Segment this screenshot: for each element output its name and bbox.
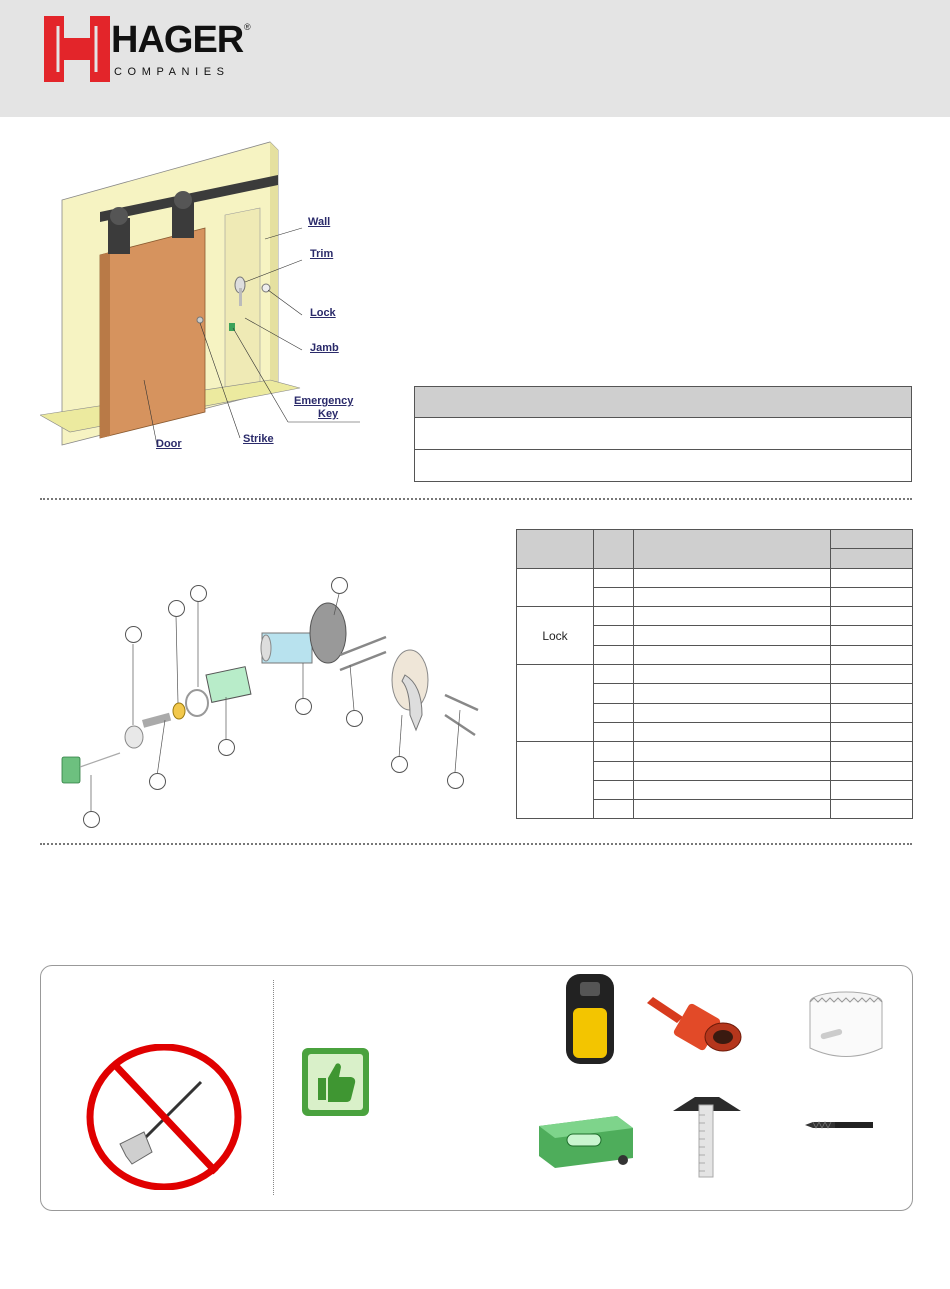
label-emergency-key-2: Key — [318, 408, 339, 420]
parts-group-cell — [517, 665, 594, 742]
exploded-parts-view — [50, 575, 490, 830]
hole-saw-icon — [806, 990, 884, 1065]
exploded-parts-drawing — [50, 575, 490, 830]
callout-marker — [149, 773, 166, 790]
parts-header-row — [517, 530, 913, 549]
label-wall: Wall — [308, 216, 331, 228]
table-row — [517, 607, 913, 626]
hager-logo — [44, 16, 254, 86]
t-square-icon — [671, 1095, 743, 1178]
spec-table-row — [415, 450, 912, 482]
callout-marker — [190, 585, 207, 602]
label-lock: Lock — [310, 307, 336, 319]
spec-header-cell — [415, 387, 912, 418]
parts-group-cell — [517, 568, 594, 607]
callout-marker — [331, 577, 348, 594]
label-trim: Trim — [310, 248, 334, 260]
parts-group-lock: Lock — [517, 607, 594, 665]
level-icon — [537, 1112, 635, 1170]
section-divider — [40, 843, 912, 845]
no-spade-bit-icon — [86, 1044, 242, 1190]
hager-logo-mark — [44, 16, 110, 82]
page-header — [0, 0, 950, 117]
callout-marker — [346, 710, 363, 727]
door-installation-illustration — [40, 140, 370, 460]
parts-header-cell — [594, 530, 634, 569]
stud-finder-icon — [564, 972, 616, 1066]
label-emergency-key-1: Emergency — [294, 395, 354, 407]
logo-wordmark: HAGER — [111, 19, 244, 61]
hole-saw-arbor-icon — [643, 995, 745, 1055]
parts-group-cell — [517, 742, 594, 819]
spec-table-header — [415, 387, 912, 418]
callout-marker — [168, 600, 185, 617]
callout-marker — [391, 756, 408, 773]
parts-header-cell — [831, 549, 913, 568]
spec-cell — [415, 418, 912, 450]
spec-cell — [415, 450, 912, 482]
callout-marker — [83, 811, 100, 828]
thumbs-up-icon — [302, 1048, 369, 1116]
table-row — [517, 742, 913, 761]
label-strike: Strike — [243, 433, 274, 445]
label-door: Door — [156, 438, 182, 450]
section-divider — [40, 498, 912, 500]
spec-table — [414, 386, 912, 482]
spec-table-row — [415, 418, 912, 450]
callout-marker — [218, 739, 235, 756]
tools-divider — [273, 980, 274, 1195]
callout-marker — [295, 698, 312, 715]
parts-header-cell — [517, 530, 594, 569]
parts-table — [516, 529, 913, 819]
table-row — [517, 568, 913, 587]
callout-marker — [447, 772, 464, 789]
logo-registered: ® — [244, 22, 251, 32]
label-jamb: Jamb — [310, 342, 339, 354]
callout-marker — [125, 626, 142, 643]
drill-bit-icon — [805, 1118, 873, 1130]
logo-subtitle: COMPANIES — [114, 66, 230, 78]
parts-header-cell — [831, 530, 913, 549]
parts-header-cell — [634, 530, 831, 569]
table-row — [517, 665, 913, 684]
